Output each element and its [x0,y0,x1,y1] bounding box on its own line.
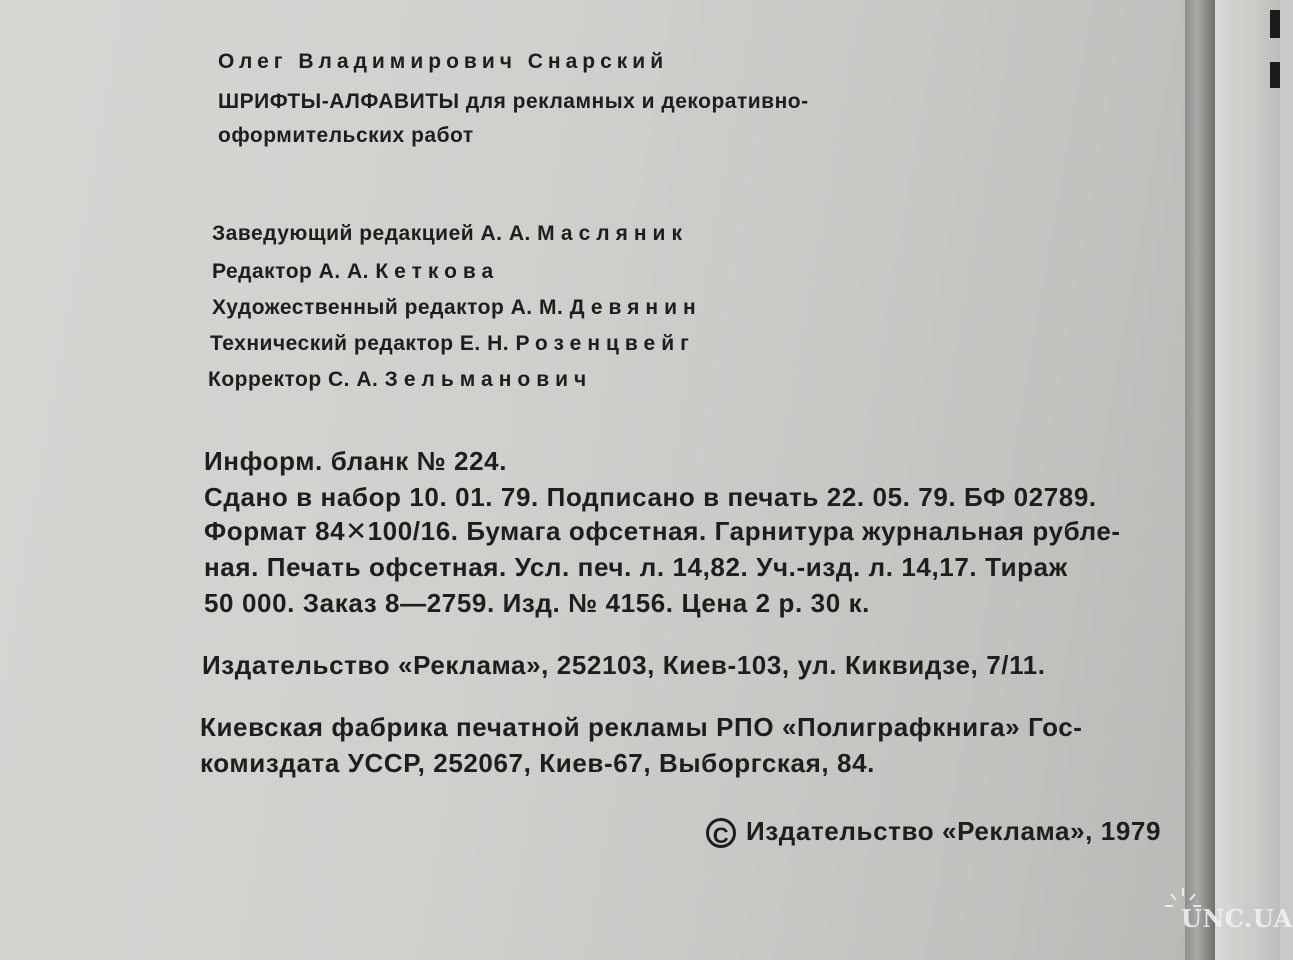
staff-line [212,222,688,246]
staff-role: Технический редактор Е. Н. [210,332,510,355]
book-title-rest: для рекламных и декоративно- [465,90,809,113]
staff-name: Масляник [537,222,688,245]
staff-line [210,332,695,356]
spec-line: 50 000. Заказ 8—2759. Изд. № 4156. Цена 2 р. 30 к. [204,588,871,618]
watermark-text: UNC.UA [1181,904,1293,933]
author-name: Олег Владимирович Снарский [218,50,669,73]
staff-role: Заведующий редакцией А. А. [212,222,531,245]
printer-line: Киевская фабрика печатной рекламы РПО «Полиграфкнига» Гос- [200,712,1083,742]
publisher-address: Издательство «Реклама», 252103, Киев-103, ул. Киквидзе, 7/11. [202,650,1046,680]
staff-name: Розенцвейг [515,332,695,355]
copyright-icon: C [706,818,736,848]
text-edge-mark [1270,10,1280,38]
staff-line [212,296,702,320]
text-edge-mark [1270,62,1280,88]
staff-name: Зельманович [384,368,593,391]
staff-role: Редактор А. А. [212,260,370,283]
staff-name: Девянин [569,296,702,319]
staff-role: Корректор С. А. [208,368,379,391]
adjacent-page [1215,0,1280,960]
spec-line: ная. Печать офсетная. Усл. печ. л. 14,82. Уч.-изд. л. 14,17. Тираж [204,552,1068,582]
book-title-caps: ШРИФТЫ-АЛФАВИТЫ [218,90,460,113]
staff-name: Кеткова [375,260,500,283]
book-title-line-1 [218,90,809,114]
staff-role: Художественный редактор А. М. [212,296,564,319]
copyright-line [706,816,1161,848]
book-gutter [1185,0,1215,960]
staff-line [212,260,499,284]
copyright-text: Издательство «Реклама», 1979 [746,816,1162,846]
printer-line: комиздата УССР, 252067, Киев-67, Выборгская, 84. [200,748,875,778]
watermark [1163,886,1293,946]
staff-line [208,368,592,392]
book-title-line-2: оформительских работ [218,124,474,147]
spec-line: Формат 84✕100/16. Бумага офсетная. Гарнитура журнальная рубле- [204,516,1121,546]
spec-line: Сдано в набор 10. 01. 79. Подписано в печать 22. 05. 79. БФ 02789. [204,482,1097,512]
spec-line: Информ. бланк № 224. [204,446,508,476]
